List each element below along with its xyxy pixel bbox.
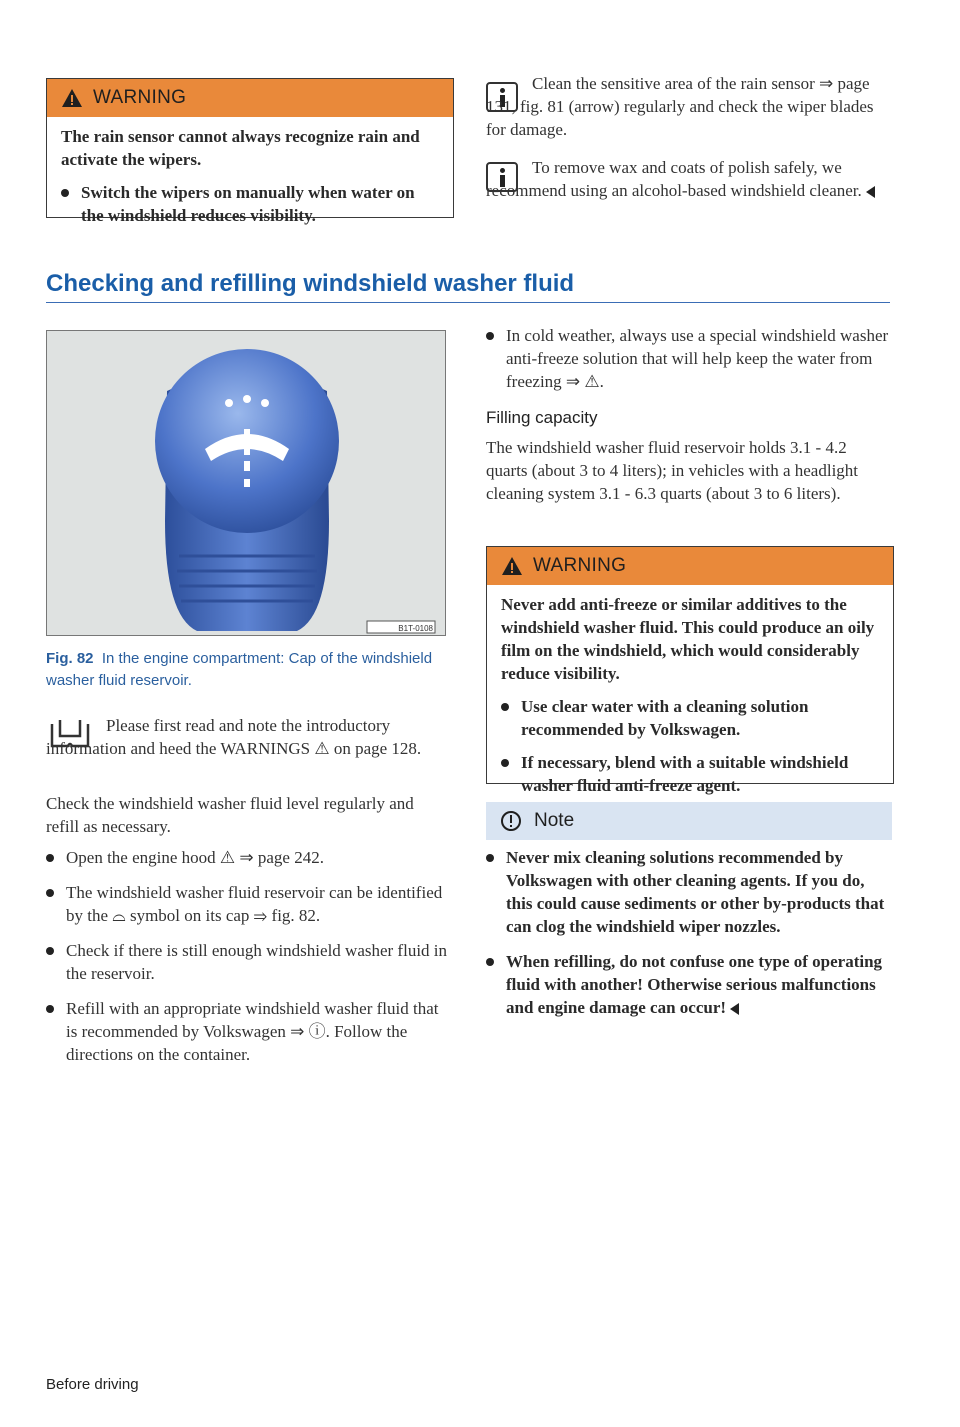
- intro-paragraph: Please first read and note the introductory information and heed the WARNINGS ⚠ on page 128.: [46, 716, 422, 758]
- note-title: Note: [534, 810, 575, 831]
- step-item: Refill with an appropriate windshield washer fluid that is recommended by Volkswagen ⇒ ⓘ. Follow the directions on the container.: [46, 997, 450, 1066]
- check-paragraph: Check the windshield washer fluid level regularly and refill as necessary.: [46, 794, 414, 836]
- figure-caption-text: In the engine compartment: Cap of the windshield washer fluid reservoir.: [46, 650, 433, 689]
- warning-triangle-icon: [501, 556, 523, 576]
- cold-weather-paragraph: In cold weather, always use a special windshield washer anti-freeze solution that will help keep the water from freezing ⇒ ⚠.: [486, 324, 890, 403]
- info-note-rain-sensor: Clean the sensitive area of the rain sensor ⇒ page 131, fig. 81 (arrow) regularly and check the wiper blades for damage.: [486, 74, 874, 139]
- note-bullet: Never mix cleaning solutions recommended by Volkswagen with other cleaning agents. If you do, this could cause sediments or other by-products that can clog the windshield wiper nozzles.: [486, 846, 890, 938]
- figure-caption: [46, 648, 446, 692]
- figure-label: Fig. 82: [46, 650, 94, 667]
- note-bullet: When refilling, do not confuse one type of operating fluid with another! Otherwise serious malfunctions and engine damage can occur!: [486, 950, 890, 1019]
- warning-body: [47, 117, 453, 243]
- warning-body: [487, 585, 893, 803]
- section-end-icon: [730, 1003, 739, 1015]
- step-item: The windshield washer fluid reservoir can be identified by the ⌓ symbol on its cap ⇒ fig. 82.: [46, 881, 450, 927]
- note-circle-icon: [500, 810, 522, 832]
- warning-bullet: Switch the wipers on manually when water on the windshield reduces visibility.: [61, 181, 441, 227]
- steps-list: [46, 846, 450, 1076]
- warning-title: WARNING: [93, 87, 187, 108]
- info-note-cleaner: To remove wax and coats of polish safely, we recommend using an alcohol-based windshield cleaner.: [486, 156, 896, 202]
- warning-box-antifreeze: [486, 546, 894, 795]
- section-end-icon: [866, 186, 875, 198]
- warning-title: WARNING: [533, 555, 627, 576]
- filling-capacity-heading: Filling capacity: [486, 408, 598, 427]
- warning-bullet: Use clear water with a cleaning solution recommended by Volkswagen.: [501, 695, 881, 741]
- warning-text: Never add anti-freeze or similar additives to the windshield washer fluid. This could produce an oily film on the windshield, which would considerably reduce visibility.: [501, 595, 875, 683]
- reservoir-cap-illustration: [47, 331, 445, 635]
- step-item: Open the engine hood ⚠ ⇒ page 242.: [46, 846, 450, 869]
- figure-82: [46, 330, 446, 636]
- warning-bullet: If necessary, blend with a suitable windshield washer fluid anti-freeze agent.: [501, 751, 881, 797]
- section-title: Checking and refilling windshield washer fluid: [46, 270, 575, 297]
- filling-capacity-text: The windshield washer fluid reservoir holds 3.1 - 4.2 quarts (about 3 to 4 liters); in vehicles with a headlight cleaning system 3.1 - 6.3 quarts (about 3 to 6 liters).: [486, 438, 859, 503]
- section-rule: [46, 302, 890, 303]
- note-header: [486, 802, 892, 840]
- warning-box-rain-sensor: [46, 78, 454, 225]
- figure-code: B1T-0108: [398, 624, 433, 633]
- warning-text: The rain sensor cannot always recognize rain and activate the wipers.: [61, 127, 420, 169]
- warning-triangle-icon: [61, 88, 83, 108]
- note-body: [486, 846, 890, 1029]
- warning-header: [47, 79, 453, 117]
- step-item: Check if there is still enough windshield washer fluid in the reservoir.: [46, 939, 450, 985]
- page-footer: Before driving: [46, 1376, 139, 1393]
- warning-header: [487, 547, 893, 585]
